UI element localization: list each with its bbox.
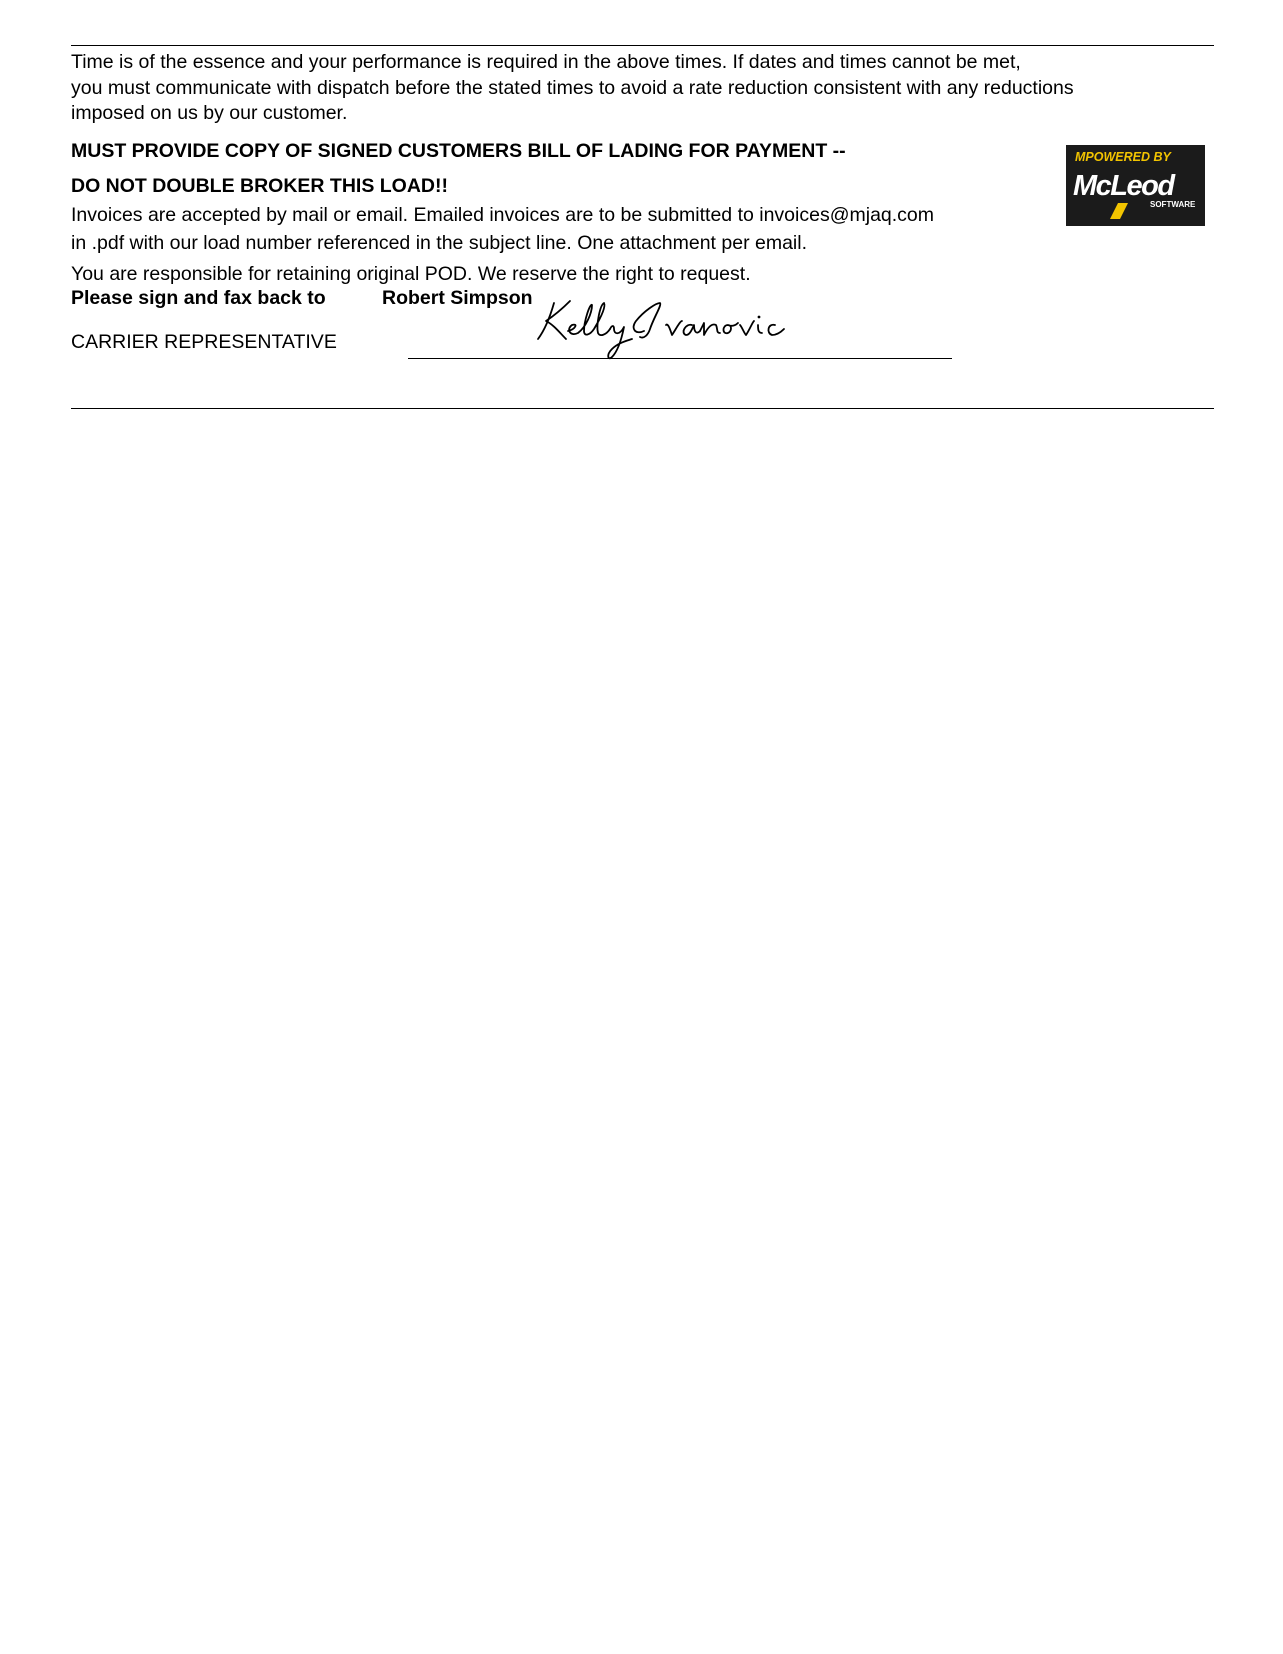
- terms-line-1: Time is of the essence and your performance is required in the above times. If dates and times cannot be met,: [71, 51, 1021, 73]
- contact-name: Robert Simpson: [382, 287, 533, 309]
- pod-notice: You are responsible for retaining original POD. We reserve the right to request.: [71, 263, 751, 285]
- logo-accent-mark: [1110, 203, 1128, 219]
- logo-tagline: MPOWERED BY: [1075, 150, 1171, 164]
- invoice-line-1: Invoices are accepted by mail or email. Emailed invoices are to be submitted to invoices@mjaq.com: [71, 204, 935, 226]
- logo-sub: SOFTWARE: [1150, 200, 1196, 209]
- terms-line-2: you must communicate with dispatch before the stated times to avoid a rate reduction consistent with any reductions: [71, 77, 1074, 99]
- terms-line-3: imposed on us by our customer.: [71, 102, 348, 124]
- broker-notice: DO NOT DOUBLE BROKER THIS LOAD!!: [71, 175, 448, 197]
- invoice-line-2: in .pdf with our load number referenced in the subject line. One attachment per email.: [71, 232, 807, 254]
- bol-notice: MUST PROVIDE COPY OF SIGNED CUSTOMERS BILL OF LADING FOR PAYMENT --: [71, 140, 846, 162]
- bottom-divider: [71, 408, 1214, 409]
- sign-instruction: Please sign and fax back to: [71, 287, 326, 309]
- carrier-rep-label: CARRIER REPRESENTATIVE: [71, 331, 337, 353]
- top-divider: [71, 45, 1214, 46]
- logo-brand: McLeod: [1073, 170, 1174, 202]
- handwritten-signature: [532, 295, 792, 365]
- mcleod-logo: [1066, 145, 1205, 226]
